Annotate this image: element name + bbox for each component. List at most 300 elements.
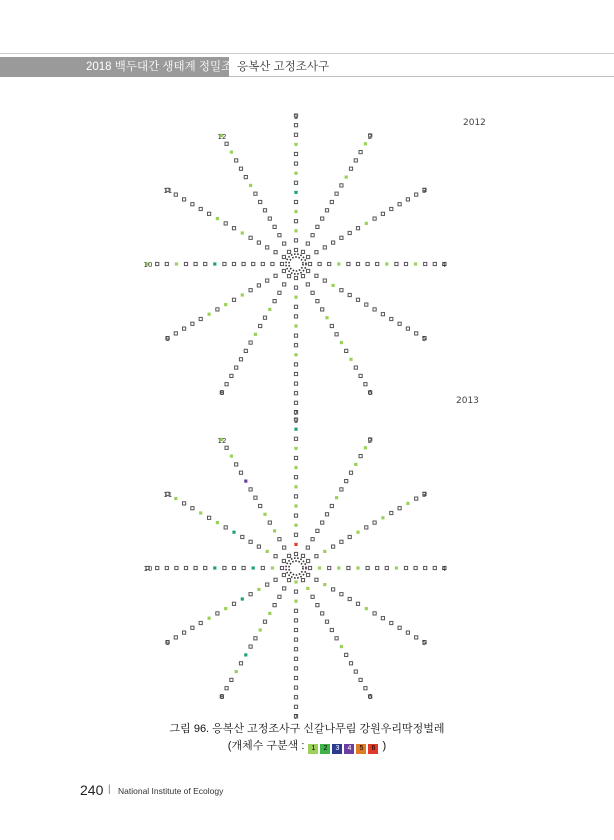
transect-trap-dot (347, 566, 350, 569)
transect-trap-dot (252, 262, 255, 265)
transect-trap-dot (365, 526, 368, 529)
transect-trap-dot (364, 446, 367, 449)
transect-trap-dot (183, 198, 186, 201)
transect-trap-dot (308, 262, 311, 265)
transect-trap-dot (294, 428, 297, 431)
transect-trap-dot (433, 566, 436, 569)
transect-trap-dot (294, 344, 297, 347)
transect-trap-dot (381, 212, 384, 215)
transect-trap-dot (294, 495, 297, 498)
transect-trap-dot (385, 566, 388, 569)
direction-label-3: 3 (421, 491, 427, 499)
transect-trap-dot (249, 184, 252, 187)
transect-trap-dot (316, 225, 319, 228)
transect-trap-dot (249, 236, 252, 239)
transect-trap-dot (415, 497, 418, 500)
transect-trap-dot (364, 142, 367, 145)
transect-trap-dot (232, 531, 235, 534)
transect-trap-dot (294, 296, 297, 299)
transect-trap-dot (191, 322, 194, 325)
direction-label-11: 11 (163, 187, 173, 195)
transect-trap-dot (274, 251, 277, 254)
direction-label-2: 2 (367, 436, 373, 445)
transect-trap-dot (232, 298, 235, 301)
transect-trap-dot (325, 620, 328, 623)
transect-trap-dot (239, 471, 242, 474)
transect-trap-dot (301, 250, 304, 253)
transect-trap-dot (283, 242, 286, 245)
transect-trap-dot (294, 382, 297, 385)
transect-trap-dot (321, 521, 324, 524)
transect-trap-dot (278, 595, 281, 598)
transect-trap-dot (294, 476, 297, 479)
section-title: 응복산 고정조사구 (237, 61, 330, 73)
transect-trap-dot (294, 648, 297, 651)
transect-trap-dot (216, 521, 219, 524)
transect-trap-dot (323, 279, 326, 282)
transect-trap-dot (294, 552, 297, 555)
direction-label-7: 7 (293, 713, 299, 721)
transect-trap-dot (235, 670, 238, 673)
transect-trap-dot (278, 291, 281, 294)
transect-trap-dot (259, 504, 262, 507)
transect-trap-dot (337, 566, 340, 569)
transect-trap-dot (224, 222, 227, 225)
transect-trap-dot (194, 262, 197, 265)
transect-trap-dot (224, 607, 227, 610)
transect-trap-dot (283, 587, 286, 590)
transect-trap-dot (224, 303, 227, 306)
direction-label-7: 7 (293, 409, 299, 417)
transect-trap-dot (381, 516, 384, 519)
transect-trap-dot (282, 573, 285, 576)
direction-label-5: 5 (421, 639, 427, 647)
transect-trap-dot (259, 628, 262, 631)
transect-trap-dot (294, 705, 297, 708)
transect-trap-dot (390, 621, 393, 624)
transect-trap-dot (349, 358, 352, 361)
transect-trap-dot (373, 217, 376, 220)
transect-trap-dot (241, 293, 244, 296)
transect-trap-dot (232, 227, 235, 230)
transect-trap-dot (311, 234, 314, 237)
transect-trap-dot (249, 645, 252, 648)
legend-swatch-6: 6 (368, 744, 378, 754)
transect-trap-dot (294, 514, 297, 517)
transect-trap-dot (225, 446, 228, 449)
transect-trap-dot (340, 488, 343, 491)
transect-trap-dot (359, 374, 362, 377)
transect-trap-dot (294, 504, 297, 507)
transect-trap-dot (345, 176, 348, 179)
transect-trap-dot (390, 511, 393, 514)
transect-trap-dot (225, 142, 228, 145)
transect-trap-dot (294, 466, 297, 469)
direction-label-9: 9 (165, 335, 171, 343)
transect-trap-dot (254, 192, 257, 195)
transect-trap-dot (294, 543, 297, 546)
legend-swatch-2: 2 (320, 744, 330, 754)
transect-trap-dot (316, 604, 319, 607)
transect-trap-dot (199, 621, 202, 624)
transect-trap-dot (340, 184, 343, 187)
transect-trap-dot (415, 193, 418, 196)
center-ring (289, 257, 303, 271)
transect-trap-dot (328, 262, 331, 265)
transect-trap-dot (294, 200, 297, 203)
report-title: 2018 백두대간 생태계 정밀조사 (86, 61, 244, 73)
transect-trap-dot (224, 526, 227, 529)
transect-trap-dot (204, 262, 207, 265)
transect-trap-dot (244, 480, 247, 483)
transect-trap-dot (348, 597, 351, 600)
transect-trap-dot (165, 566, 168, 569)
legend-suffix: ) (382, 740, 387, 752)
transect-trap-dot (340, 289, 343, 292)
transect-trap-dot (294, 305, 297, 308)
transect-trap-dot (287, 250, 290, 253)
direction-label-4: 4 (441, 261, 447, 269)
transect-trap-dot (235, 463, 238, 466)
transect-trap-dot (306, 283, 309, 286)
transect-trap-dot (294, 248, 297, 251)
transect-trap-dot (325, 316, 328, 319)
transect-trap-dot (266, 246, 269, 249)
transect-trap-dot (257, 588, 260, 591)
transect-trap-dot (283, 283, 286, 286)
transect-trap-dot (349, 662, 352, 665)
transect-trap-dot (311, 291, 314, 294)
transect-trap-dot (244, 349, 247, 352)
transect-trap-dot (404, 262, 407, 265)
transect-trap-dot (345, 653, 348, 656)
direction-label-1: 1 (293, 113, 299, 121)
direction-label-12: 12 (217, 436, 227, 445)
transect-trap-dot (287, 579, 290, 582)
transect-trap-dot (311, 595, 314, 598)
transect-trap-dot (280, 262, 283, 265)
transect-trap-dot (184, 566, 187, 569)
transect-trap-dot (365, 303, 368, 306)
transect-trap-dot (356, 531, 359, 534)
legend-prefix: (개체수 구분색 : (227, 740, 305, 752)
transect-trap-dot (332, 588, 335, 591)
transect-trap-dot (278, 234, 281, 237)
transect-trap-dot (337, 262, 340, 265)
transect-trap-dot (156, 262, 159, 265)
transect-trap-dot (340, 341, 343, 344)
transect-trap-dot (335, 496, 338, 499)
transect-trap-dot (359, 678, 362, 681)
transect-trap-dot (390, 317, 393, 320)
year-label-2012: 2012 (463, 118, 486, 128)
transect-trap-dot (406, 631, 409, 634)
transect-trap-dot (335, 637, 338, 640)
transect-trap-dot (406, 502, 409, 505)
transect-trap-dot (307, 559, 310, 562)
transect-trap-dot (249, 488, 252, 491)
direction-label-11: 11 (163, 491, 173, 499)
transect-trap-dot (175, 566, 178, 569)
transect-trap-dot (274, 555, 277, 558)
transect-trap-dot (294, 580, 297, 583)
transect-trap-dot (294, 638, 297, 641)
transect-trap-dot (239, 662, 242, 665)
transect-trap-dot (223, 566, 226, 569)
transect-trap-dot (348, 231, 351, 234)
transect-trap-dot (323, 550, 326, 553)
transect-trap-dot (301, 554, 304, 557)
transect-trap-dot (373, 521, 376, 524)
transect-trap-dot (414, 262, 417, 265)
transect-trap-dot (241, 535, 244, 538)
transect-trap-dot (191, 507, 194, 510)
transect-trap-dot (282, 269, 285, 272)
transect-trap-dot (373, 612, 376, 615)
transect-trap-dot (261, 262, 264, 265)
transect-trap-dot (330, 628, 333, 631)
transect-trap-dot (395, 566, 398, 569)
transect-trap-dot (340, 236, 343, 239)
transect-trap-dot (273, 300, 276, 303)
footer-organization: National Institute of Ecology (118, 786, 224, 796)
header-rule (229, 76, 614, 77)
transect-trap-dot (191, 203, 194, 206)
transect-trap-dot (294, 152, 297, 155)
transect-trap-dot (257, 241, 260, 244)
transect-trap-dot (273, 225, 276, 228)
transect-trap-dot (266, 279, 269, 282)
transect-trap-dot (294, 133, 297, 136)
transect-trap-dot (294, 210, 297, 213)
transect-trap-dot (274, 274, 277, 277)
transect-trap-dot (345, 480, 348, 483)
transect-trap-dot (294, 628, 297, 631)
transect-trap-dot (356, 566, 359, 569)
transect-trap-dot (359, 151, 362, 154)
direction-label-10: 10 (143, 261, 153, 269)
transect-trap-dot (282, 559, 285, 562)
transect-trap-dot (404, 566, 407, 569)
transect-trap-dot (294, 162, 297, 165)
transect-trap-dot (257, 545, 260, 548)
transect-trap-dot (294, 181, 297, 184)
transect-trap-dot (294, 447, 297, 450)
transect-trap-dot (359, 455, 362, 458)
transect-trap-dot (273, 529, 276, 532)
transect-trap-dot (315, 251, 318, 254)
transect-trap-dot (308, 566, 311, 569)
transect-trap-dot (249, 593, 252, 596)
transect-trap-dot (294, 524, 297, 527)
transect-trap-dot (381, 617, 384, 620)
transect-trap-dot (268, 217, 271, 220)
transect-trap-dot (268, 521, 271, 524)
transect-trap-dot (294, 372, 297, 375)
transect-trap-dot (390, 207, 393, 210)
transect-trap-dot (307, 573, 310, 576)
transect-trap-dot (340, 593, 343, 596)
transect-trap-dot (208, 516, 211, 519)
transect-trap-dot (235, 366, 238, 369)
transect-trap-dot (433, 262, 436, 265)
transect-trap-dot (365, 607, 368, 610)
transect-trap-dot (239, 358, 242, 361)
transect-trap-dot (306, 546, 309, 549)
transect-trap-dot (398, 626, 401, 629)
transect-trap-dot (287, 554, 290, 557)
transect-trap-dot (328, 566, 331, 569)
transect-trap-dot (294, 324, 297, 327)
transect-trap-dot (348, 535, 351, 538)
transect-trap-dot (294, 533, 297, 536)
transect-trap-dot (232, 602, 235, 605)
direction-label-10: 10 (143, 565, 153, 573)
transect-trap-dot (340, 645, 343, 648)
transect-trap-dot (318, 262, 321, 265)
transect-trap-dot (347, 262, 350, 265)
transect-trap-dot (294, 600, 297, 603)
transect-trap-dot (230, 374, 233, 377)
transect-trap-dot (306, 587, 309, 590)
transect-trap-dot (294, 686, 297, 689)
transect-trap-dot (165, 262, 168, 265)
transect-trap-dot (415, 332, 418, 335)
transect-trap-dot (424, 262, 427, 265)
transect-trap-dot (274, 578, 277, 581)
transect-trap-dot (191, 626, 194, 629)
transect-trap-dot (183, 327, 186, 330)
legend-boxes (307, 740, 379, 752)
transect-trap-dot (259, 200, 262, 203)
transect-trap-dot (263, 620, 266, 623)
transect-trap-dot (349, 167, 352, 170)
transect-trap-dot (366, 566, 369, 569)
transect-trap-dot (223, 262, 226, 265)
transect-trap-dot (278, 538, 281, 541)
legend-swatch-4: 4 (344, 744, 354, 754)
transect-trap-dot (230, 151, 233, 154)
transect-trap-dot (249, 540, 252, 543)
transect-trap-dot (230, 455, 233, 458)
transect-trap-dot (199, 511, 202, 514)
transect-trap-dot (230, 678, 233, 681)
transect-trap-dot (294, 657, 297, 660)
transect-trap-dot (225, 687, 228, 690)
transect-trap-dot (294, 485, 297, 488)
transect-trap-dot (273, 604, 276, 607)
transect-trap-dot (321, 217, 324, 220)
transect-trap-dot (348, 293, 351, 296)
transect-trap-dot (282, 255, 285, 258)
transect-trap-dot (294, 353, 297, 356)
transect-trap-dot (259, 324, 262, 327)
transect-trap-dot (213, 566, 216, 569)
transect-trap-dot (398, 507, 401, 510)
transect-trap-dot (307, 269, 310, 272)
transect-trap-dot (356, 602, 359, 605)
transect-trap-dot (199, 207, 202, 210)
transect-trap-dot (354, 463, 357, 466)
transect-trap-dot (354, 670, 357, 673)
transect-trap-dot (232, 262, 235, 265)
transect-trap-dot (174, 193, 177, 196)
transect-trap-dot (354, 366, 357, 369)
transect-trap-dot (356, 227, 359, 230)
transect-trap-dot (365, 222, 368, 225)
transect-trap-dot (216, 308, 219, 311)
transect-trap-dot (294, 696, 297, 699)
transect-trap-dot (311, 538, 314, 541)
transect-trap-dot (340, 540, 343, 543)
transect-trap-dot (294, 392, 297, 395)
transect-trap-dot (345, 349, 348, 352)
transect-trap-dot (244, 176, 247, 179)
radial-plot-2013 (0, 412, 614, 721)
transect-trap-dot (332, 241, 335, 244)
transect-trap-dot (294, 191, 297, 194)
direction-label-5: 5 (421, 335, 427, 343)
transect-trap-dot (294, 401, 297, 404)
transect-trap-dot (174, 497, 177, 500)
transect-trap-dot (294, 334, 297, 337)
transect-trap-dot (249, 289, 252, 292)
transect-trap-dot (263, 316, 266, 319)
transect-trap-dot (414, 566, 417, 569)
transect-trap-dot (323, 583, 326, 586)
legend-swatch-5: 5 (356, 744, 366, 754)
transect-trap-dot (318, 566, 321, 569)
transect-trap-dot (294, 363, 297, 366)
transect-trap-dot (385, 262, 388, 265)
transect-trap-dot (335, 333, 338, 336)
transect-trap-dot (332, 284, 335, 287)
direction-label-3: 3 (421, 187, 427, 195)
direction-label-4: 4 (441, 565, 447, 573)
transect-trap-dot (280, 566, 283, 569)
transect-trap-dot (294, 676, 297, 679)
transect-trap-dot (271, 262, 274, 265)
transect-trap-dot (424, 566, 427, 569)
transect-trap-dot (208, 617, 211, 620)
transect-trap-dot (287, 275, 290, 278)
transect-trap-dot (252, 566, 255, 569)
transect-trap-dot (216, 217, 219, 220)
transect-trap-dot (294, 229, 297, 232)
transect-trap-dot (254, 333, 257, 336)
transect-trap-dot (294, 143, 297, 146)
transect-trap-dot (244, 653, 247, 656)
transect-trap-dot (306, 242, 309, 245)
transect-trap-dot (266, 550, 269, 553)
transect-trap-dot (381, 313, 384, 316)
transect-trap-dot (242, 262, 245, 265)
transect-trap-dot (257, 284, 260, 287)
transect-trap-dot (376, 262, 379, 265)
transect-trap-dot (398, 203, 401, 206)
direction-label-2: 2 (367, 132, 373, 141)
transect-trap-dot (268, 612, 271, 615)
transect-trap-dot (254, 496, 257, 499)
transect-trap-dot (241, 597, 244, 600)
transect-trap-dot (321, 308, 324, 311)
transect-trap-dot (249, 341, 252, 344)
radial-plot-2012 (0, 108, 614, 417)
transect-trap-dot (239, 167, 242, 170)
transect-trap-dot (208, 313, 211, 316)
transect-trap-dot (356, 262, 359, 265)
transect-trap-dot (175, 262, 178, 265)
